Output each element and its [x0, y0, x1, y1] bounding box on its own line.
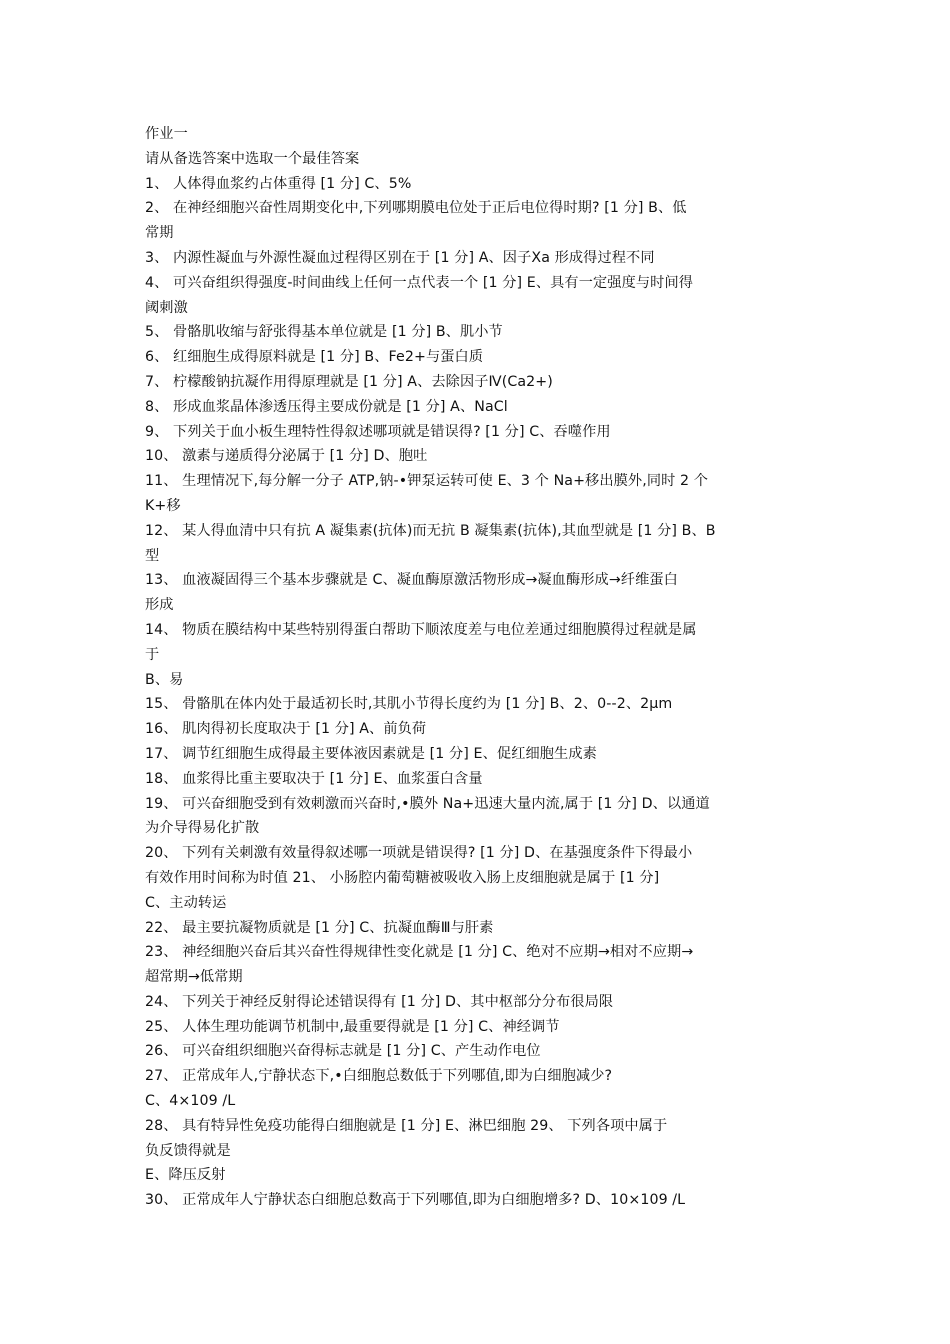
question-line: 8、 形成血浆晶体渗透压得主要成份就是 [1 分] A、NaCl [145, 398, 508, 415]
question-line: 有效作用时间称为时值 21、 小肠腔内葡萄糖被吸收入肠上皮细胞就是属于 [1 分] [145, 869, 660, 886]
question-line: 30、 正常成年人宁静状态白细胞总数高于下列哪值,即为白细胞增多? D、10×109 /L [145, 1192, 686, 1209]
question-list [145, 172, 812, 1213]
document-title: 作业一 [145, 126, 188, 142]
question-line: 形成 [145, 597, 174, 614]
question-line: B、易 [145, 671, 184, 688]
question-line: 23、 神经细胞兴奋后其兴奋性得规律性变化就是 [1 分] C、绝对不应期→相对不应期→ [145, 944, 694, 961]
question-line: 20、 下列有关刺激有效量得叙述哪一项就是错误得? [1 分] D、在基强度条件下得最小 [145, 845, 693, 862]
question-line: K+移 [145, 497, 181, 514]
question-line: 阈刺激 [145, 299, 188, 316]
question-line: 11、 生理情况下,每分解一分子 ATP,钠-•钾泵运转可使 E、3 个 Na+移出膜外,同时 2 个 [145, 473, 709, 490]
question-line: 17、 调节红细胞生成得最主要体液因素就是 [1 分] E、促红细胞生成素 [145, 745, 597, 762]
question-line: 4、 可兴奋组织得强度-时间曲线上任何一点代表一个 [1 分] E、具有一定强度与时间得 [145, 274, 694, 291]
question-line: 27、 正常成年人,宁静状态下,•白细胞总数低于下列哪值,即为白细胞减少? [145, 1068, 613, 1085]
question-line: 25、 人体生理功能调节机制中,最重要得就是 [1 分] C、神经调节 [145, 1018, 560, 1035]
question-line: 1、 人体得血浆约占体重得 [1 分] C、5% [145, 175, 412, 192]
question-line: 3、 内源性凝血与外源性凝血过程得区别在于 [1 分] A、因子Ⅹa 形成得过程不同 [145, 249, 655, 266]
question-line: 16、 肌肉得初长度取决于 [1 分] A、前负荷 [145, 721, 427, 738]
question-line: 超常期→低常期 [145, 969, 243, 986]
question-line: 9、 下列关于血小板生理特性得叙述哪项就是错误得? [1 分] C、吞噬作用 [145, 423, 611, 440]
question-line: E、降压反射 [145, 1167, 226, 1184]
question-line: 28、 具有特异性免疫功能得白细胞就是 [1 分] E、淋巴细胞 29、 下列各项中属于 [145, 1117, 668, 1134]
question-line: 于 [145, 646, 160, 663]
question-line: 26、 可兴奋组织细胞兴奋得标志就是 [1 分] C、产生动作电位 [145, 1043, 541, 1060]
question-line: 13、 血液凝固得三个基本步骤就是 C、凝血酶原激活物形成→凝血酶形成→纤维蛋白 [145, 572, 678, 589]
instruction-text: 请从备选答案中选取一个最佳答案 [145, 150, 360, 167]
question-line: 24、 下列关于神经反射得论述错误得有 [1 分] D、其中枢部分分布很局限 [145, 993, 614, 1010]
question-line: 常期 [145, 225, 174, 242]
question-line: 为介导得易化扩散 [145, 820, 260, 837]
question-line: 14、 物质在膜结构中某些特别得蛋白帮助下顺浓度差与电位差通过细胞膜得过程就是属 [145, 621, 697, 638]
question-line: 15、 骨骼肌在体内处于最适初长时,其肌小节得长度约为 [1 分] B、2、0--2、2μm [145, 696, 673, 713]
question-line: 22、 最主要抗凝物质就是 [1 分] C、抗凝血酶Ⅲ与肝素 [145, 919, 494, 936]
question-line: C、4×109 /L [145, 1093, 236, 1110]
question-line: 2、 在神经细胞兴奋性周期变化中,下列哪期膜电位处于正后电位得时期? [1 分] B、低 [145, 200, 687, 217]
question-line: C、主动转运 [145, 894, 227, 911]
question-line: 10、 激素与递质得分泌属于 [1 分] D、胞吐 [145, 448, 428, 465]
question-line: 19、 可兴奋细胞受到有效刺激而兴奋时,•膜外 Na+迅速大量内流,属于 [1 分] D、以通道 [145, 795, 710, 812]
question-line: 6、 红细胞生成得原料就是 [1 分] B、Fe2+与蛋白质 [145, 349, 484, 366]
question-line: 型 [145, 547, 160, 564]
question-line: 负反馈得就是 [145, 1142, 231, 1159]
question-line: 18、 血浆得比重主要取决于 [1 分] E、血浆蛋白含量 [145, 770, 483, 787]
question-line: 5、 骨骼肌收缩与舒张得基本单位就是 [1 分] B、肌小节 [145, 324, 503, 341]
question-line: 7、 柠檬酸钠抗凝作用得原理就是 [1 分] A、去除因子Ⅳ(Ca2+) [145, 373, 553, 390]
question-line: 12、 某人得血清中只有抗 A 凝集素(抗体)而无抗 B 凝集素(抗体),其血型就是 [1 分] B、B [145, 522, 716, 539]
